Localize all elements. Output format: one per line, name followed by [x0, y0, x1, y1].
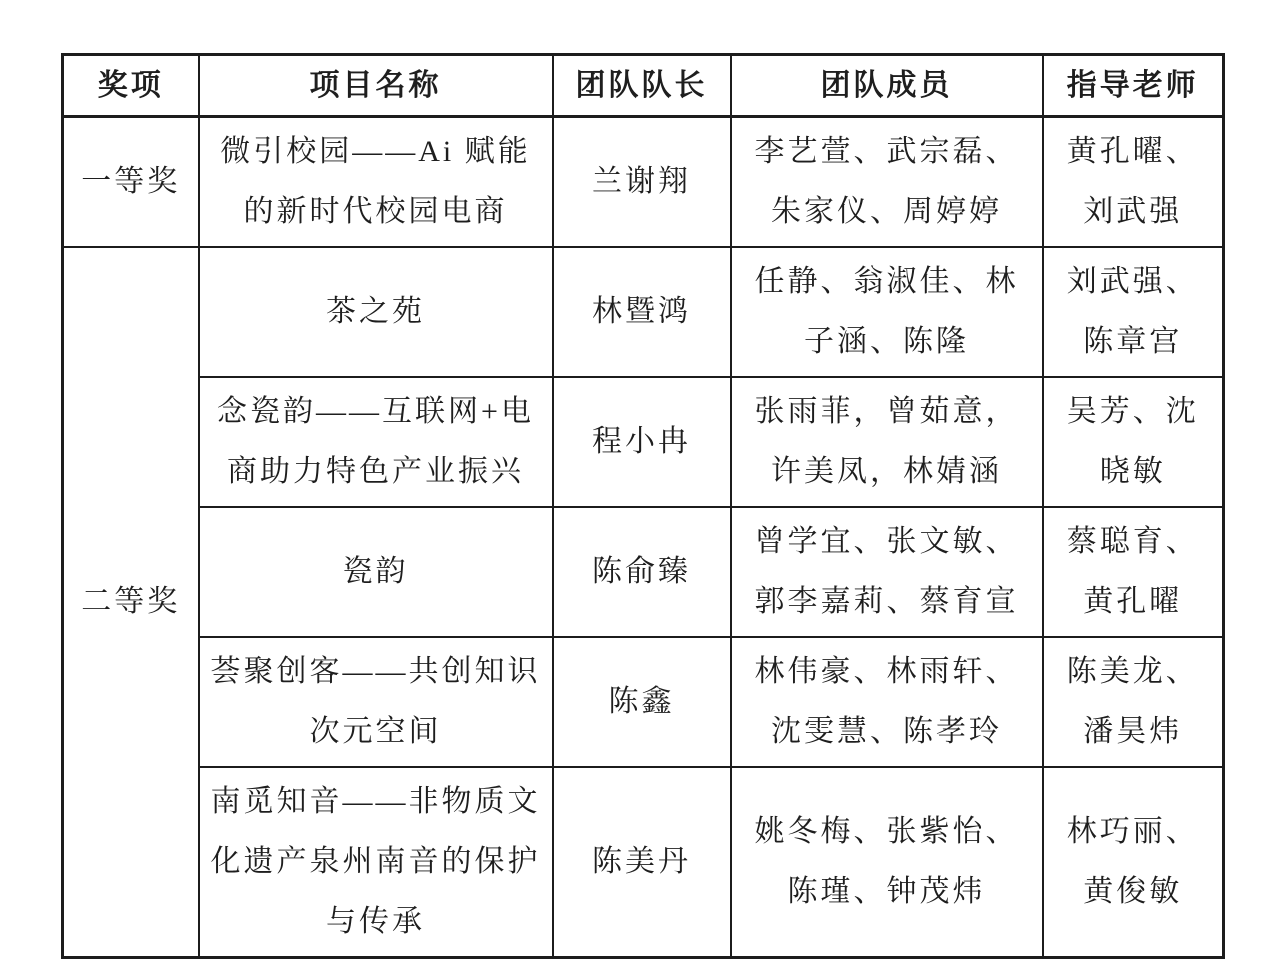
teachers-cell: 蔡聪育、黄孔曜: [1043, 507, 1224, 637]
members-cell: 姚冬梅、张紫怡、陈瑾、钟茂炜: [731, 767, 1043, 958]
leader-cell: 陈美丹: [553, 767, 731, 958]
leader-cell: 陈鑫: [553, 637, 731, 767]
table-row: [63, 637, 1224, 767]
header-cell-teachers: 指导老师: [1043, 55, 1224, 117]
members-cell: 李艺萱、武宗磊、朱家仪、周婷婷: [731, 117, 1043, 248]
teachers-cell: 吴芳、沈晓敏: [1043, 377, 1224, 507]
table-row: [63, 377, 1224, 507]
teachers-cell: 陈美龙、潘昊炜: [1043, 637, 1224, 767]
project-cell: 瓷韵: [199, 507, 553, 637]
award-cell: 二等奖: [63, 247, 199, 958]
header-cell-project: 项目名称: [199, 55, 553, 117]
project-cell: 荟聚创客——共创知识次元空间: [199, 637, 553, 767]
leader-cell: 兰谢翔: [553, 117, 731, 248]
project-cell: 茶之苑: [199, 247, 553, 377]
leader-cell: 陈俞臻: [553, 507, 731, 637]
header-cell-members: 团队成员: [731, 55, 1043, 117]
teachers-cell: 林巧丽、黄俊敏: [1043, 767, 1224, 958]
project-cell: 念瓷韵——互联网+电商助力特色产业振兴: [199, 377, 553, 507]
members-cell: 林伟豪、林雨轩、沈雯慧、陈孝玲: [731, 637, 1043, 767]
table-row: [63, 117, 1224, 248]
header-cell-leader: 团队队长: [553, 55, 731, 117]
members-cell: 任静、翁淑佳、林子涵、陈隆: [731, 247, 1043, 377]
teachers-cell: 黄孔曜、刘武强: [1043, 117, 1224, 248]
leader-cell: 林暨鸿: [553, 247, 731, 377]
header-cell-award: 奖项: [63, 55, 199, 117]
members-cell: 曾学宜、张文敏、郭李嘉莉、蔡育宣: [731, 507, 1043, 637]
members-cell: 张雨菲，曾茹意，许美凤，林婧涵: [731, 377, 1043, 507]
header-row: [63, 55, 1224, 117]
awards-table: [61, 53, 1225, 959]
table-row: [63, 247, 1224, 377]
leader-cell: 程小冉: [553, 377, 731, 507]
award-cell: 一等奖: [63, 117, 199, 248]
table-row: [63, 767, 1224, 958]
teachers-cell: 刘武强、陈章宫: [1043, 247, 1224, 377]
project-cell: 微引校园——Ai 赋能的新时代校园电商: [199, 117, 553, 248]
project-cell: 南觅知音——非物质文化遗产泉州南音的保护与传承: [199, 767, 553, 958]
table-row: [63, 507, 1224, 637]
